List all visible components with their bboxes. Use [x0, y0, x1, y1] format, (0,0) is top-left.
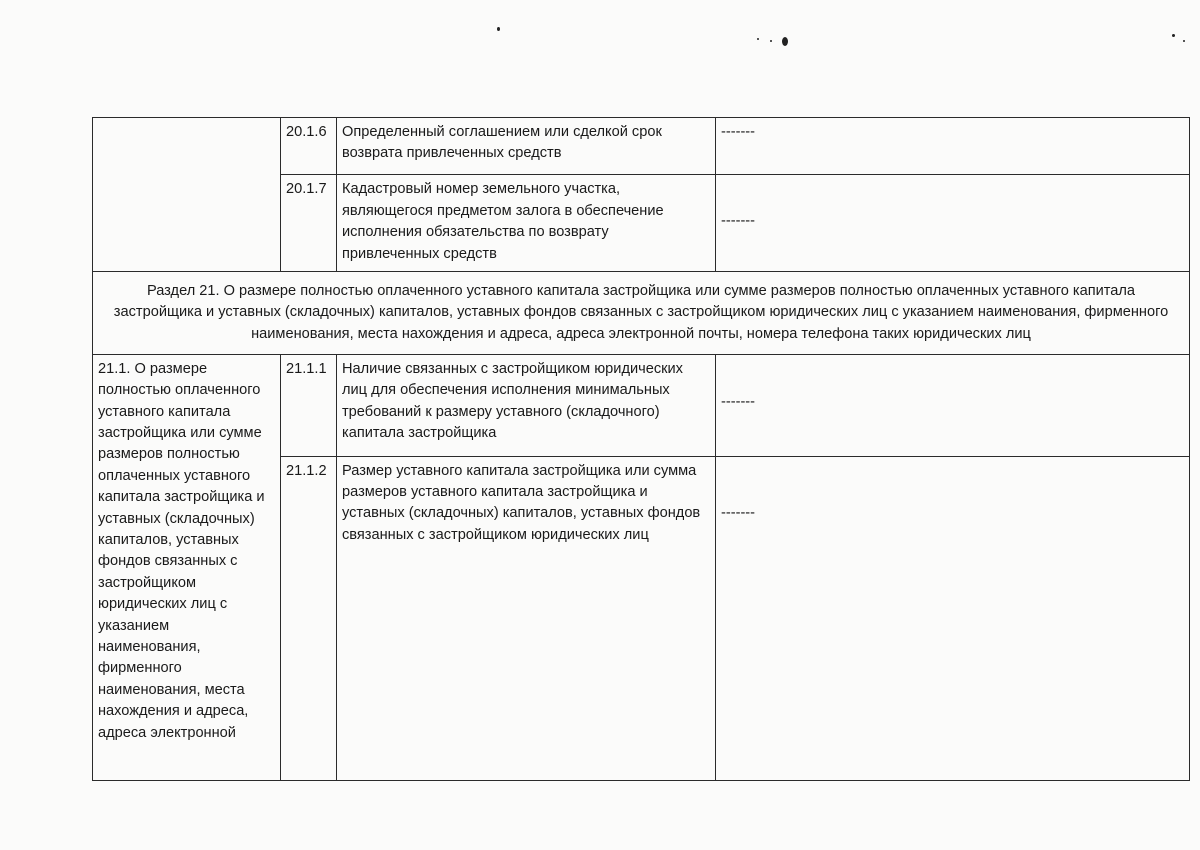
- subsection-description: 21.1. О размере полностью оплаченного уставного капитала застройщика или сумме размеров полностью оплаченных уставного капитала застройщика и уставных (складочных) капиталов, уставных фондов связанных с застройщиком юридических лиц с указанием наименования, фирменного наименования, места нахождения и адреса, адреса электронной: [93, 354, 281, 780]
- scan-speck: [770, 40, 772, 42]
- scan-speck: [782, 37, 788, 46]
- item-value: [716, 456, 1190, 780]
- item-value: -------: [716, 118, 1190, 175]
- item-number: 20.1.7: [281, 175, 337, 272]
- item-description: Наличие связанных с застройщиком юридических лиц для обеспечения исполнения минимальных требований к размеру уставного (складочного) капитала застройщика: [337, 354, 716, 456]
- disclosure-table: [92, 117, 1190, 781]
- item-value-text: -------: [721, 504, 756, 521]
- scan-speck: [1183, 40, 1185, 42]
- item-value: -------: [716, 354, 1190, 456]
- item-description: Определенный соглашением или сделкой срок возврата привлеченных средств: [337, 118, 716, 175]
- item-number: 20.1.6: [281, 118, 337, 175]
- item-number: 21.1.2: [281, 456, 337, 780]
- empty-left-cell: [93, 118, 281, 272]
- item-number: 21.1.1: [281, 354, 337, 456]
- section-header-row: [93, 272, 1190, 355]
- table-row: [93, 118, 1190, 175]
- scan-speck: [1172, 34, 1175, 37]
- scan-speck: [757, 38, 759, 40]
- scan-speck: [497, 27, 500, 31]
- item-description: Размер уставного капитала застройщика или сумма размеров уставного капитала застройщика и уставных (складочных) капиталов, уставных фондов связанных с застройщиком юридических лиц: [337, 456, 716, 780]
- section-title: Раздел 21. О размере полностью оплаченного уставного капитала застройщика или сумме размеров полностью оплаченных уставного капитала застройщика и уставных (складочных) капиталов, уставных фондов связанных с застройщиком юридических лиц с указанием наименования, фирменного наименования, места нахождения и адреса, адреса электронной почты, номера телефона таких юридических лиц: [93, 272, 1190, 355]
- table-row: [93, 354, 1190, 456]
- item-value: -------: [716, 175, 1190, 272]
- item-description: Кадастровый номер земельного участка, являющегося предметом залога в обеспечение исполнения обязательства по возврату привлеченных средств: [337, 175, 716, 272]
